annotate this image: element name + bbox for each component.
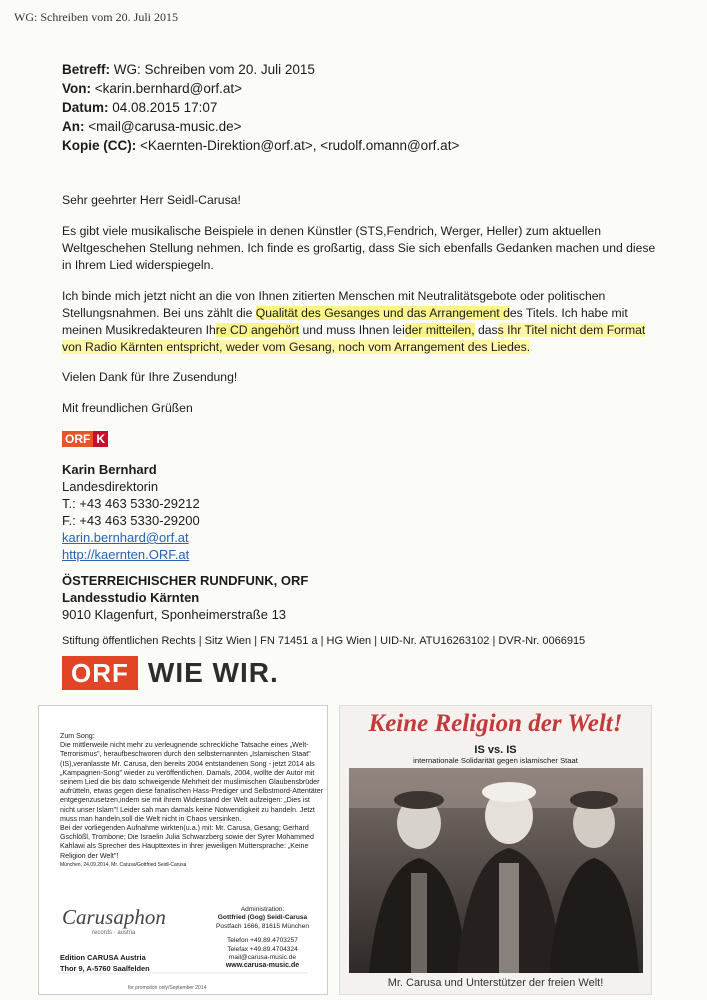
sig-email-link[interactable]: karin.bernhard@orf.at	[62, 530, 189, 545]
paragraph-2: Ich binde mich jetzt nicht an die von Ihnen zitierten Menschen mit Neutralitätsgebote oder politischen Stellungsnahmen. Bei uns zählt die Qualität des Gesanges und das Arrangement des Titels. Ich habe mit meinen Musikredakteuren Ihre CD angehört und muss Ihnen leider mitteilen, dass Ihr Titel nicht dem Format von Radio Kärnten entspricht, weder vom Gesang, noch vom Arrangement des Liedes.	[62, 289, 646, 354]
orf-tagline: WIE WIR.	[147, 657, 279, 688]
sig-address: 9010 Klagenfurt, Sponheimerstraße 13	[62, 607, 287, 622]
cc-value: <Kaernten-Direktion@orf.at>, <rudolf.omann@orf.at>	[136, 138, 460, 153]
flyer-text-block	[60, 732, 325, 870]
orf-wie-wir-logo	[62, 656, 279, 690]
from-label: Von:	[62, 81, 91, 96]
date-label: Datum:	[62, 100, 109, 115]
date-row	[62, 100, 217, 115]
highlight-cd: re CD angehört	[215, 323, 300, 337]
carusaphon-sub: records · austria	[92, 930, 136, 936]
thanks-line: Vielen Dank für Ihre Zusendung!	[62, 370, 238, 384]
sig-name: Karin Bernhard	[62, 462, 157, 477]
orf-k-logo-k: K	[93, 431, 108, 447]
highlight-format: s Ihr Titel nicht dem Format von Radio Kärnten entspricht, weder vom Gesang, noch vom Arrangement des Liedes.	[62, 323, 646, 354]
admin-block	[200, 906, 325, 971]
orf-k-logo-orf: ORF	[62, 431, 93, 447]
admin-name: Gottfried (Gog) Seidl-Carusa	[217, 914, 308, 922]
sig-legal: Stiftung öffentlichen Rechts | Sitz Wien | FN 71451 a | HG Wien | UID-Nr. ATU16263102 | DVR-Nr. 0066915	[62, 635, 586, 647]
poster-photo	[349, 768, 643, 973]
paragraph-1: Es gibt viele musikalische Beispiele in denen Künstler (STS,Fendrich, Werger, Heller) zum aktuellen Weltgeschehen Stellung nehmen. Ich finde es großartig, dass Sie sich ebenfalls Gedanken machen und diese in Ihrem Lied widerspiegeln.	[62, 224, 656, 272]
highlight-quality: Qualität des Gesanges und das Arrangement d	[255, 306, 510, 320]
flyer-heading: Zum Song:	[60, 732, 95, 740]
poster-title: Keine Religion der Welt!	[368, 710, 623, 737]
from-value: <karin.bernhard@orf.at>	[91, 81, 243, 96]
subject-value: WG: Schreiben vom 20. Juli 2015	[110, 62, 315, 77]
page-header: WG: Schreiben vom 20. Juli 2015	[14, 10, 178, 24]
admin-label: Administration:	[240, 906, 285, 913]
admin-fax: Telefax +49.89.4704324	[227, 945, 298, 953]
admin-web: www.carusa-music.de	[225, 962, 300, 970]
to-label: An:	[62, 119, 85, 134]
sig-org2: Landesstudio Kärnten	[62, 590, 200, 605]
flyer-body: Die mittlerweile nicht mehr zu verleugnende schreckliche Tatsache eines „Welt-Terrorismus", heraufbeschworen durch den selbsternannten „Islamischen Staat" (IS),veranlasste Mr. Carusa, den bereits 2004 entstandenen Song - jetzt 2014 als „Kampagnen-Song" wieder zu veröffentlichen. Damals, 2004, wollte der Autor mit seinem Lied die bis dato schweigende Mehrheit der muslimischen Glaubensbrüder aufrütteln, etwas gegen diese fanatischen Hass-Prediger und Selbstmord-Attentäter entgegenzusetzen,indem sie mit ihrem Widerstand der Welt aufzeigen: „Dies ist nicht unser Islam"! Leider sah man damals keine Notwendigkeit zu handeln. Jetzt muss man handeln,soll die Welt nicht in Chaos versinken.	[60, 741, 324, 823]
sig-web-link[interactable]: http://kaernten.ORF.at	[62, 547, 190, 562]
to-value: <mail@carusa-music.de>	[84, 119, 242, 134]
from-row	[62, 81, 242, 96]
sig-fax: F.: +43 463 5330-29200	[62, 513, 200, 528]
date-value: 04.08.2015 17:07	[108, 100, 218, 115]
edition-name: Edition CARUSA Austria	[60, 953, 146, 962]
subject-row	[62, 62, 315, 77]
sig-phone: T.: +43 463 5330-29212	[62, 496, 200, 511]
poster-caption: Mr. Carusa und Unterstützer der freien Welt!	[387, 977, 604, 989]
admin-address: Postfach 1666, 81615 München	[215, 922, 310, 930]
flyer-dateline: München, 24.09.2014, Mr. Carusa/Gottfried Seidl-Carusa	[60, 861, 187, 868]
flyer-credits: Bei der vorliegenden Aufnahme wirkten(u.a.) mit: Mr. Carusa, Gesang; Gerhard Gschlößl, Trombone; Die Israelin Julia Schwarzberg sowie der Syrer Mohammed Kahlawi als Sprecher des Haupttextes in ihrer jeweiligen Muttersprache: „Keine Religion der Welt"!	[60, 824, 314, 860]
greeting: Sehr geehrter Herr Seidl-Carusa!	[62, 193, 241, 207]
sig-title: Landesdirektorin	[62, 479, 159, 494]
cc-label: Kopie (CC):	[62, 138, 137, 153]
edition-address: Thor 9, A-5760 Saalfelden	[60, 964, 150, 973]
orf-k-logo	[62, 431, 108, 447]
sig-org1: ÖSTERREICHISCHER RUNDFUNK, ORF	[62, 573, 309, 588]
promo-note: for promotion only/September 2014	[128, 985, 207, 991]
admin-tel: Telefon +49.89.4703257	[227, 937, 298, 945]
orf-logo-box: ORF	[62, 656, 138, 690]
subject-label: Betreff:	[62, 62, 111, 77]
admin-mail: mail@carusa-music.de	[228, 954, 297, 962]
cc-row	[62, 138, 459, 153]
poster-subtitle-2: internationale Solidarität gegen islamischer Staat	[413, 756, 578, 765]
closing-line: Mit freundlichen Grüßen	[62, 401, 193, 415]
carusaphon-logo: Carusaphon	[62, 905, 166, 929]
highlight-mitteilen: der mitteilen,	[404, 323, 475, 337]
poster-subtitle: IS vs. IS	[474, 744, 517, 756]
to-row	[62, 119, 242, 134]
